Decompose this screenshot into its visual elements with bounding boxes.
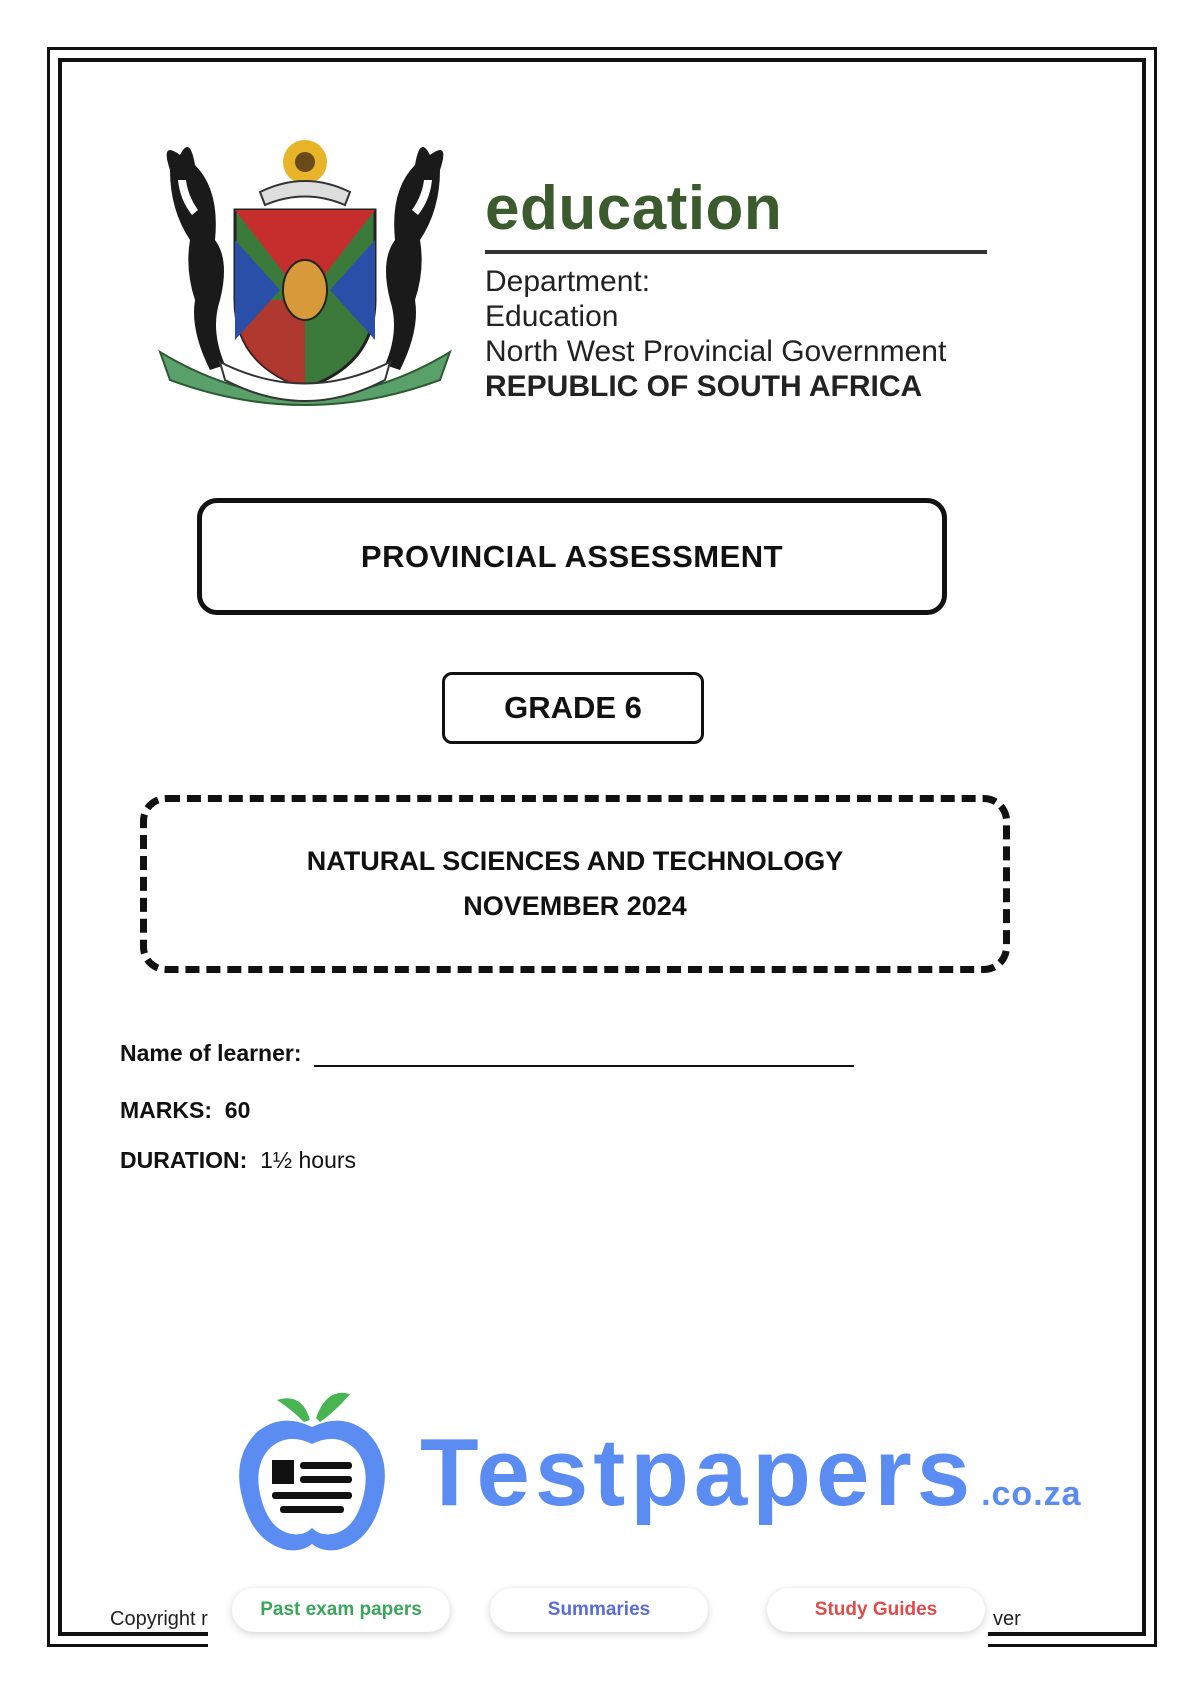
copyright-text-end: ver [993, 1608, 1021, 1630]
assessment-title: PROVINCIAL ASSESSMENT [360, 538, 784, 574]
coat-of-arms-crest [150, 130, 460, 430]
summaries-button[interactable]: Summaries [490, 1588, 708, 1632]
brand-rule [485, 250, 987, 254]
marks-row [120, 1097, 250, 1124]
subject-box [140, 795, 1010, 973]
learner-name-row [120, 1040, 854, 1067]
testpapers-domain: .co.za [981, 1475, 1082, 1513]
grade-box [442, 672, 704, 744]
duration-row [120, 1147, 356, 1174]
department-header [485, 174, 985, 404]
learner-name-label: Name of learner: [120, 1040, 302, 1066]
past-exam-papers-button[interactable]: Past exam papers [232, 1588, 450, 1632]
subject-name: NATURAL SCIENCES AND TECHNOLOGY [306, 846, 844, 876]
exam-date: NOVEMBER 2024 [463, 891, 687, 921]
grade-label: GRADE 6 [504, 690, 642, 725]
testpapers-wordmark [420, 1419, 1082, 1526]
duration-value: 1½ hours [260, 1147, 357, 1173]
testpapers-apple-icon [232, 1382, 392, 1557]
assessment-title-box [197, 498, 947, 615]
testpapers-word: Testpapers [420, 1419, 976, 1526]
department-line-2: Education [485, 300, 619, 333]
learner-name-field[interactable] [314, 1041, 854, 1067]
country-name: REPUBLIC OF SOUTH AFRICA [485, 370, 923, 403]
duration-label: DURATION: [120, 1147, 248, 1173]
department-line-3: North West Provincial Government [485, 335, 947, 368]
marks-label: MARKS: [120, 1097, 212, 1123]
education-brand: education [485, 174, 783, 243]
copyright-text-start: Copyright r [110, 1608, 208, 1630]
study-guides-button[interactable]: Study Guides [767, 1588, 985, 1632]
department-line-1: Department: [485, 265, 651, 298]
marks-value: 60 [224, 1097, 251, 1123]
